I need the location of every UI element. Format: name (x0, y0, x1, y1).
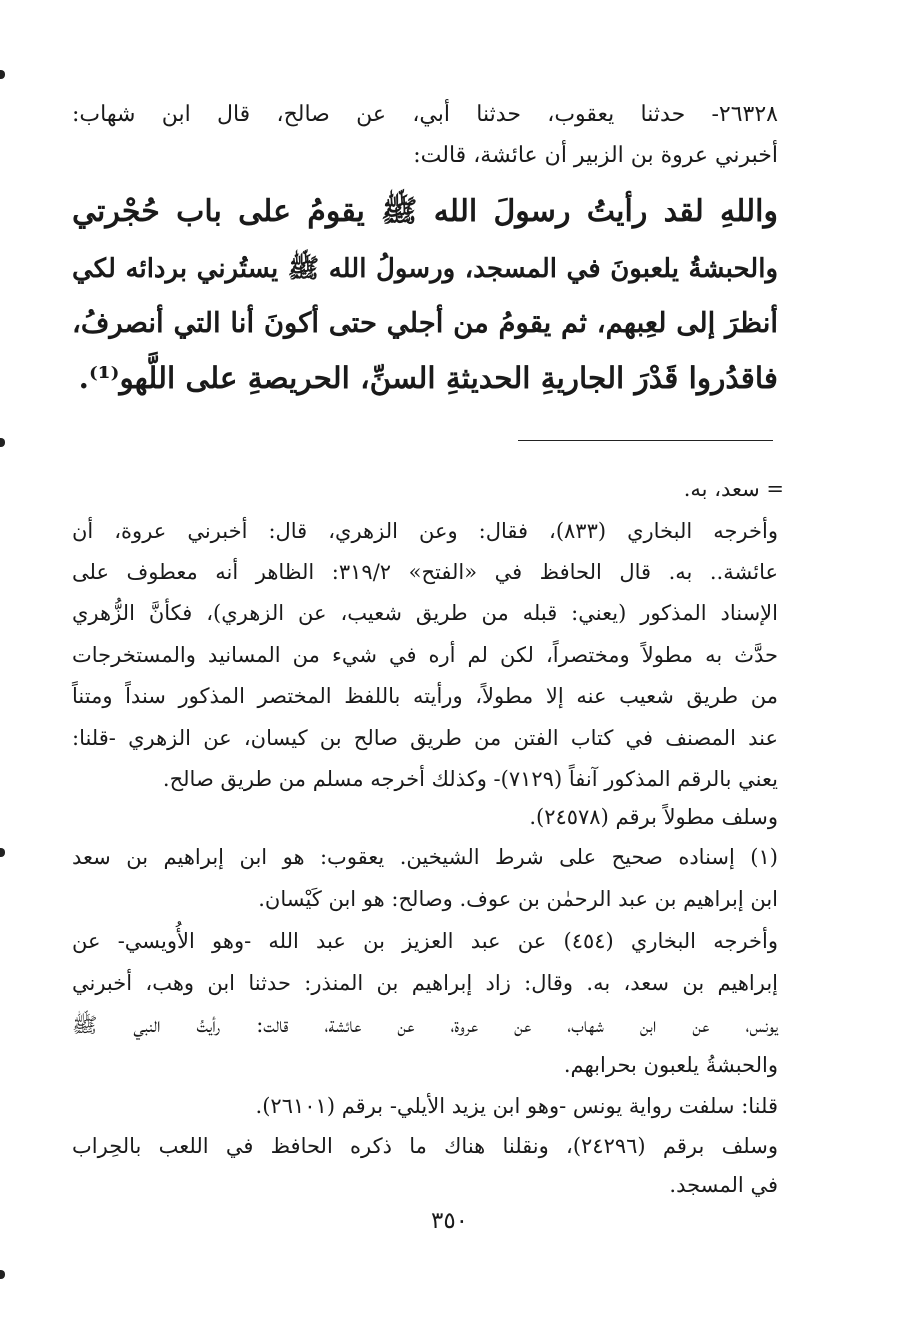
footnote-line: عائشة.. به. قال الحافظ في «الفتح» ٣١٩/٢: الظاهر أنه معطوف على (72, 560, 778, 584)
scan-margin-mark (0, 1270, 5, 1279)
footnote-line: = سعد، به. (683, 477, 784, 501)
footnote-line: وأخرجه البخاري (٨٣٣)، فقال: وعن الزهري، قال: أخبرني عروة، أن (72, 519, 778, 543)
footnote-1-line: (١) إسناده صحيح على شرط الشيخين. يعقوب: هو ابن إبراهيم بن سعد (72, 845, 778, 869)
hadith-text-line: فاقدُروا قَدْرَ الجاريةِ الحديثةِ السنِّ، الحريصةِ على اللَّهو⁽¹⁾. (78, 360, 778, 395)
scan-margin-mark (0, 70, 5, 79)
footnote-1-line: وأخرجه البخاري (٤٥٤) عن عبد العزيز بن عبد الله -وهو الأُويسي- عن (72, 929, 778, 953)
footnote-1-line: في المسجد. (669, 1173, 778, 1197)
footnote-line: يعني بالرقم المذكور آنفاً (٧١٢٩)- وكذلك أخرجه مسلم من طريق صالح. (162, 767, 778, 791)
footnote-line: الإسناد المذكور (يعني: قبله من طريق شعيب، عن الزهري)، فكأنَّ الزُّهري (72, 601, 778, 625)
hadith-chain-line: أخبرني عروة بن الزبير أن عائشة، قالت: (413, 143, 778, 168)
hadith-text-line: أنظرَ إلى لعِبهم، ثم يقومُ من أجلي حتى أكونَ أنا التي أنصرفُ، (72, 307, 778, 339)
footnote-line: عند المصنف في كتاب الفتن من طريق صالح بن كيسان، عن الزهري -قلنا: (72, 726, 778, 750)
footnote-line: حدَّث به مطولاً ومختصراً، لكن لم أره في شيء من المسانيد والمستخرجات (72, 643, 778, 667)
footnote-1-line: يونس، عن ابن شهاب، عن عروة، عن عائشة، قالت: رأيتُ النبي ﷺ (72, 1013, 778, 1037)
footnote-1-line: ابن إبراهيم بن عبد الرحمٰن بن عوف. وصالح: هو ابن كَيْسان. (258, 887, 778, 911)
scan-margin-mark (0, 438, 5, 447)
scan-margin-mark (0, 848, 5, 857)
footnote-1-line: والحبشةُ يلعبون بحرابهم. (563, 1053, 778, 1077)
hadith-text-line: والحبشةُ يلعبونَ في المسجد، ورسولُ الله ﷺ يستُرني بردائه لكي (72, 254, 778, 284)
hadith-chain-line: ٢٦٣٢٨- حدثنا يعقوب، حدثنا أبي، عن صالح، قال ابن شهاب: (72, 102, 778, 127)
footnote-1-line: إبراهيم بن سعد، به. وقال: زاد إبراهيم بن المنذر: حدثنا ابن وهب، أخبرني (72, 971, 778, 995)
footnote-line: من طريق شعيب عنه إلا مطولاً، ورأيته باللفظ المختصر المذكور سنداً ومتناً (72, 684, 778, 708)
hadith-text-line: واللهِ لقد رأيتُ رسولَ الله ﷺ يقومُ على باب حُجْرتي (72, 194, 778, 229)
footnote-line: وسلف مطولاً برقم (٢٤٥٧٨). (529, 805, 778, 829)
footnote-1-line: قلنا: سلفت رواية يونس -وهو ابن يزيد الأيلي- برقم (٢٦١٠١). (255, 1094, 778, 1118)
footnote-separator (518, 440, 773, 441)
footnote-1-line: وسلف برقم (٢٤٢٩٦)، ونقلنا هناك ما ذكره الحافظ في اللعب بالحِراب (72, 1134, 778, 1158)
page-number: ٣٥٠ (430, 1208, 469, 1234)
